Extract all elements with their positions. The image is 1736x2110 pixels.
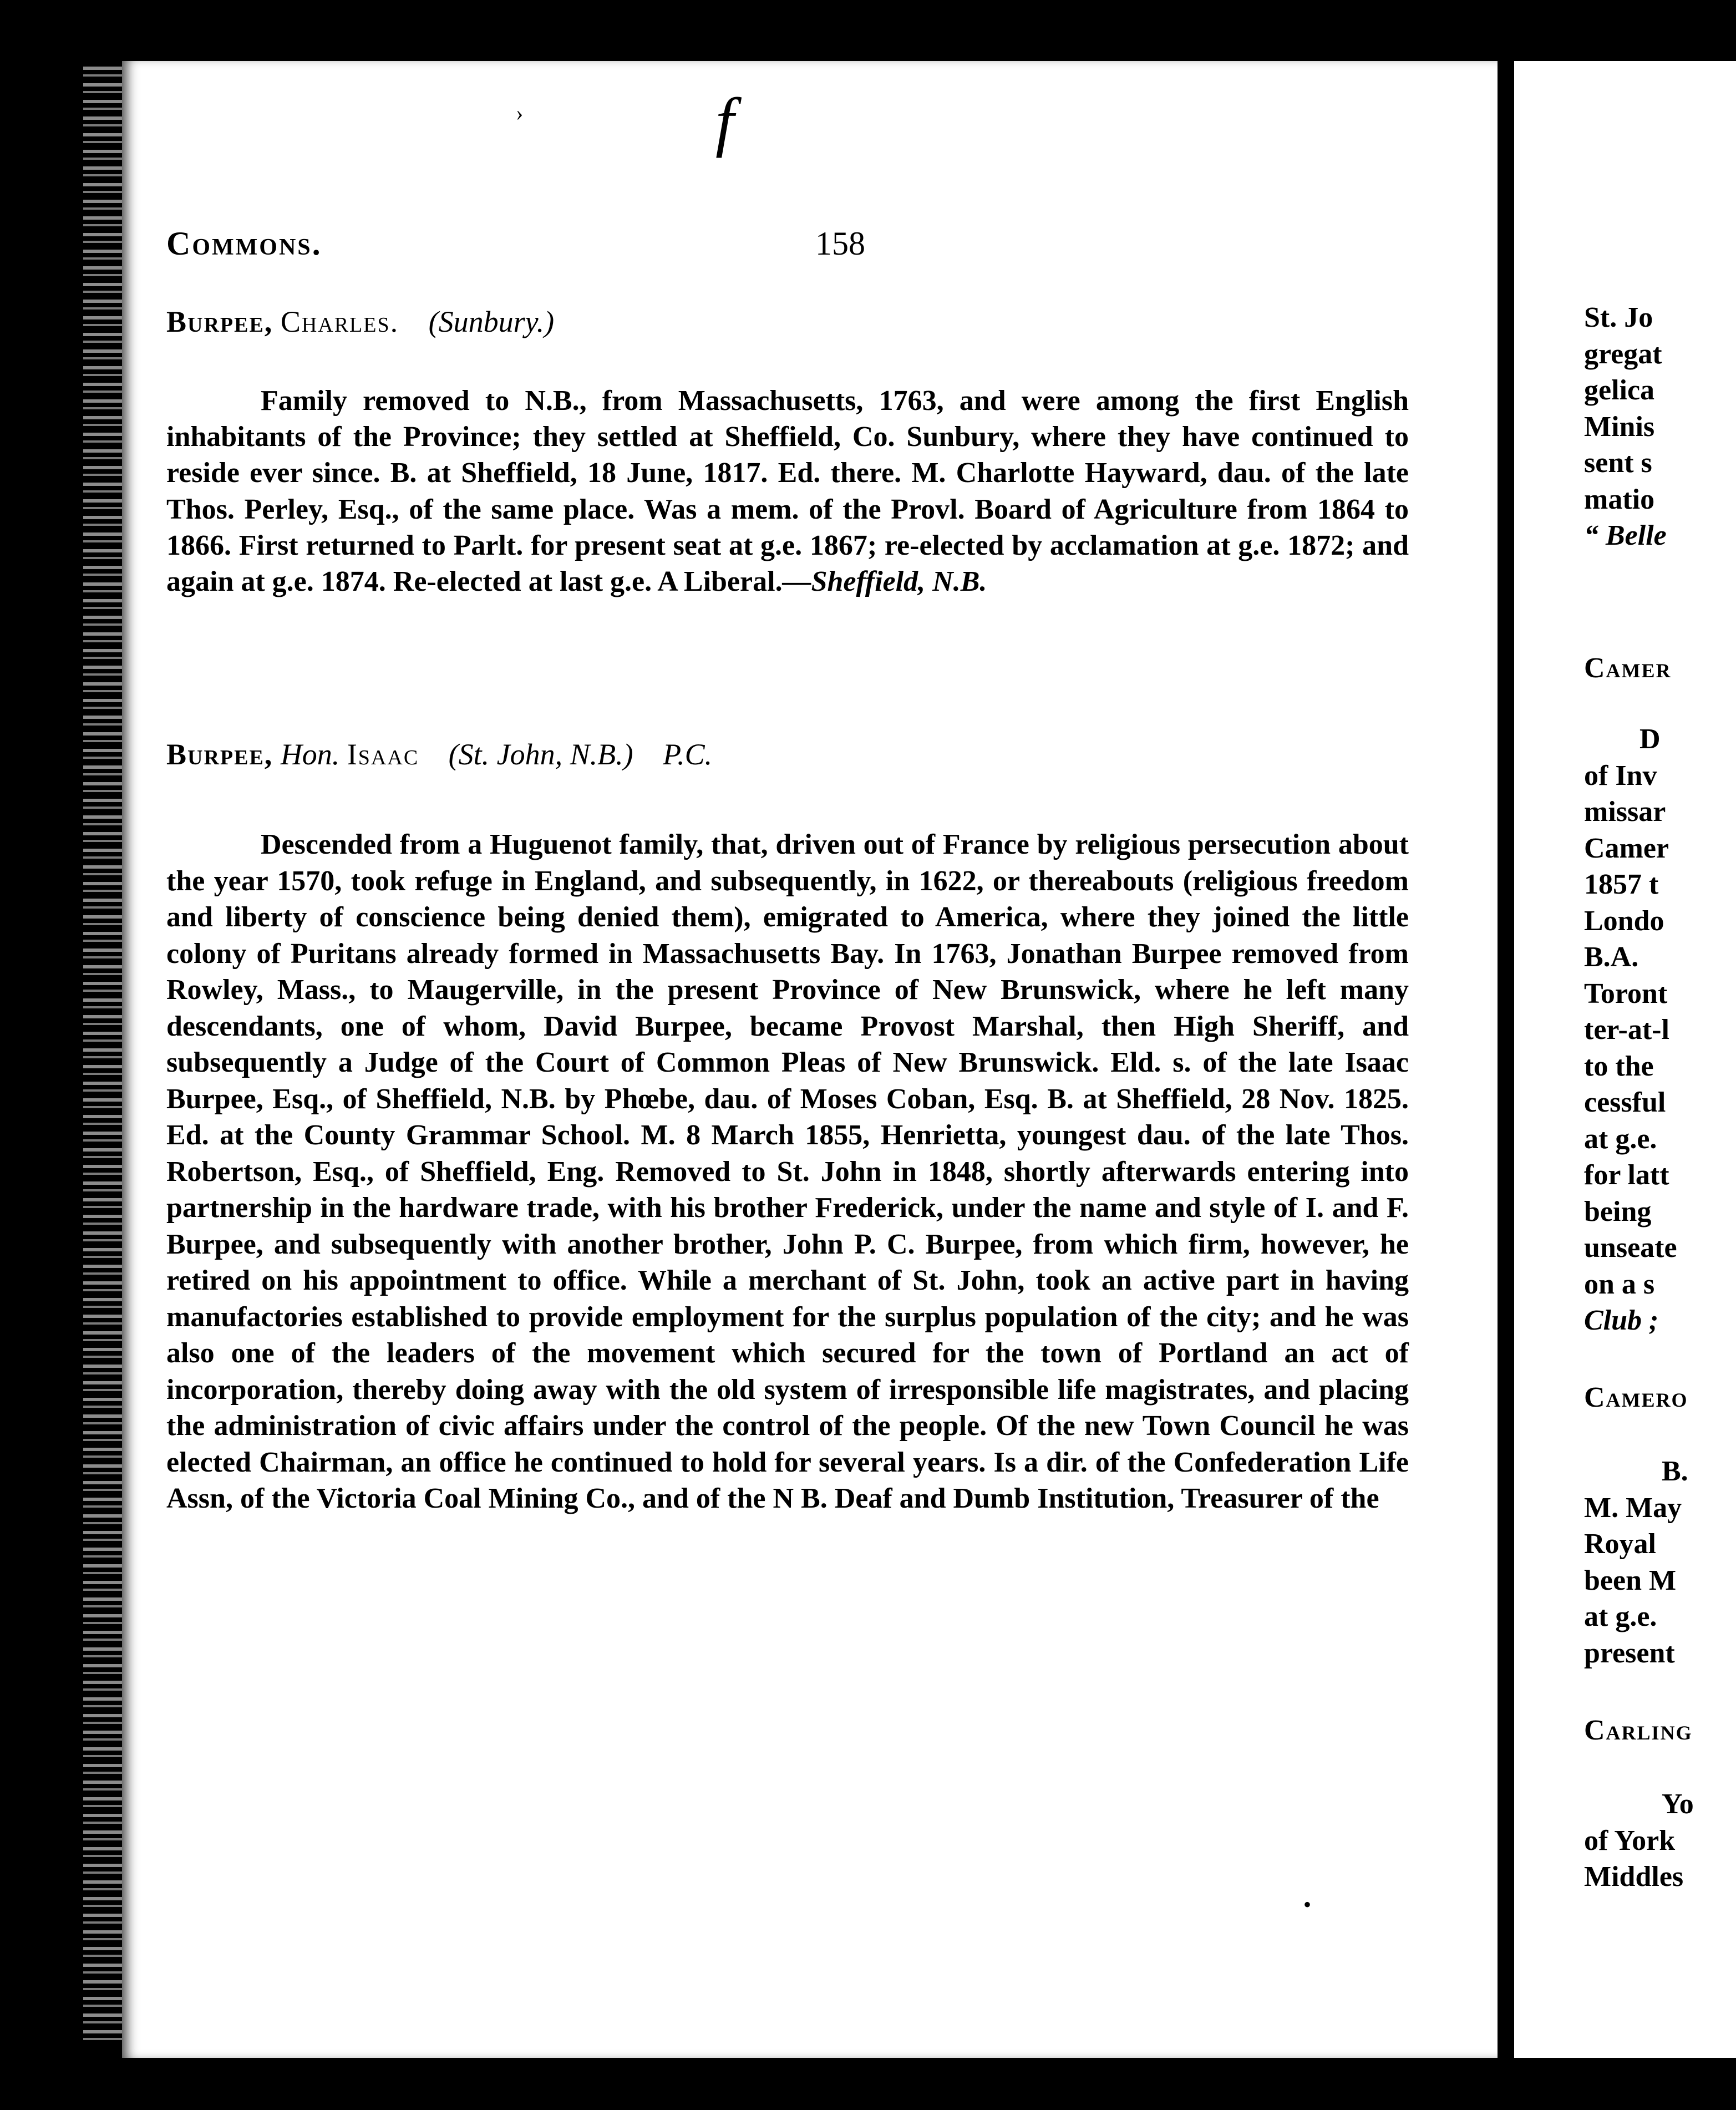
- entry-burpee-charles: [166, 300, 1420, 600]
- entry-constituency: (St. John, N.B.): [448, 738, 633, 771]
- right-line: gelica: [1584, 374, 1655, 406]
- right-line: Middles: [1584, 1861, 1684, 1893]
- entry-biography: [166, 826, 1409, 1517]
- right-line: matio: [1584, 483, 1655, 515]
- pencil-mark: f: [715, 84, 734, 158]
- entry-surname: Burpee,: [166, 738, 273, 771]
- entry-given-name: Isaac: [347, 738, 419, 771]
- right-line: B.A.: [1584, 941, 1639, 973]
- right-line: sent s: [1584, 447, 1652, 479]
- right-line: present: [1584, 1637, 1675, 1669]
- right-line: Toront: [1584, 977, 1668, 1010]
- right-line: D: [1639, 723, 1661, 755]
- right-page-block-1: [1584, 300, 1736, 554]
- entry-constituency: (Sunbury.): [428, 305, 555, 338]
- right-line: “ Belle: [1584, 520, 1667, 551]
- right-line: Yo: [1662, 1788, 1694, 1820]
- right-line: Camer: [1584, 832, 1669, 864]
- right-line: at g.e.: [1584, 1123, 1657, 1155]
- entry-biography: [166, 383, 1409, 600]
- biography-source: —Sheffield, N.B.: [782, 566, 987, 598]
- right-line: 1857 t: [1584, 869, 1659, 900]
- right-line: St. Jo: [1584, 302, 1653, 333]
- entry-burpee-isaac: [166, 732, 1420, 1517]
- right-page-heading: Camer: [1584, 652, 1672, 684]
- entry-heading: [166, 300, 1420, 344]
- right-line: Londo: [1584, 905, 1664, 937]
- right-line: to the: [1584, 1050, 1654, 1082]
- entry-heading: [166, 732, 1420, 777]
- right-page-block-2: [1584, 721, 1736, 1339]
- section-name: Commons.: [166, 225, 322, 262]
- right-page-heading: Camero: [1584, 1382, 1688, 1413]
- entry-surname: Burpee,: [166, 305, 273, 338]
- right-line: being: [1584, 1195, 1652, 1228]
- page-number: 158: [815, 225, 865, 262]
- binding-edge: [83, 67, 128, 2041]
- right-line: Minis: [1584, 410, 1655, 443]
- right-line: for latt: [1584, 1159, 1669, 1191]
- page-gutter: [1498, 61, 1514, 2058]
- right-page-block-3: [1584, 1453, 1736, 1671]
- right-line: unseate: [1584, 1232, 1677, 1264]
- right-line: on a s: [1584, 1268, 1655, 1300]
- right-line: of Inv: [1584, 759, 1657, 792]
- biography-text: Family removed to N.B., from Massachusetts, 1763, and were among the first English inhabitants of the Province; they settled at Sheffield, Co. Sunbury, where they have continued to reside ever since. B. at Sheffield, 18 June, 1817. Ed. there. M. Charlotte Hayward, dau. of the late Thos. Perley, Esq., of the same place. Was a mem. of the Provl. Board of Agriculture from 1864 to 1866. First returned to Parlt. for present seat at g.e. 1867; re-elected by acclamation at g.e. 1872; and again at g.e. 1874. Re-elected at last g.e. A Liberal.: [166, 385, 1409, 598]
- right-page: [1514, 61, 1736, 2058]
- entry-honorific: Hon.: [280, 738, 340, 771]
- right-line: missar: [1584, 796, 1666, 828]
- right-line: M. May: [1584, 1492, 1682, 1524]
- biography-text: Descended from a Huguenot family, that, driven out of France by religious persecution about the year 1570, took refuge in England, and subsequently, in 1622, or thereabouts (religious freedom and liberty of conscience being denied them), emigrated to America, where they joined the little colony of Puritans already formed in Massachusetts Bay. In 1763, Jonathan Burpee removed from Rowley, Mass., to Maugerville, in the present Province of New Brunswick, where he left many descendants, one of whom, David Burpee, became Provost Marshal, then High Sheriff, and subsequently a Judge of the Court of Common Pleas of New Brunswick. Eld. s. of the late Isaac Burpee, Esq., of Sheffield, N.B. by Phœbe, dau. of Moses Coban, Esq. B. at Sheffield, 28 Nov. 1825. Ed. at the County Grammar School. M. 8 March 1855, Henrietta, youngest dau. of the late Thos. Robertson, Esq., of Sheffield, Eng. Removed to St. John in 1848, shortly afterwards entering into partnership in the hardware trade, with his brother Frederick, under the name and style of I. and F. Burpee, and subsequently with another brother, John P. C. Burpee, from which firm, however, he retired on his appointment to office. While a merchant of St. John, took an active part in having manufactories established to provide employment for the surplus population of the city; and he was also one of the leaders of the movement which secured for the town of Portland an act of incorporation, thereby doing away with the old system of irresponsible life magistrates, and placing the administration of civic affairs under the control of the people. Of the new Town Council he was elected Chairman, an office he continued to hold for several years. Is a dir. of the Confederation Life Assn, of the Victoria Coal Mining Co., and of the N B. Deaf and Dumb Institution, Treasurer of the: [166, 829, 1409, 1514]
- right-line: Royal: [1584, 1528, 1656, 1560]
- right-line: gregat: [1584, 338, 1662, 370]
- right-line: been M: [1584, 1564, 1677, 1596]
- right-line: cessful: [1584, 1087, 1666, 1118]
- stray-mark-icon: ›: [516, 100, 524, 125]
- right-page-heading: Carling: [1584, 1715, 1693, 1746]
- right-line: B.: [1662, 1455, 1688, 1487]
- entry-title: P.C.: [663, 738, 713, 771]
- entry-given-name: Charles.: [280, 305, 399, 338]
- right-line: of York: [1584, 1824, 1676, 1857]
- right-line: ter-at-l: [1584, 1014, 1669, 1046]
- right-line: at g.e.: [1584, 1601, 1657, 1632]
- running-head: [166, 225, 1253, 275]
- right-line: Club ;: [1584, 1305, 1659, 1336]
- right-page-block-4: [1584, 1786, 1736, 1895]
- stray-mark-icon: •: [1303, 1892, 1312, 1917]
